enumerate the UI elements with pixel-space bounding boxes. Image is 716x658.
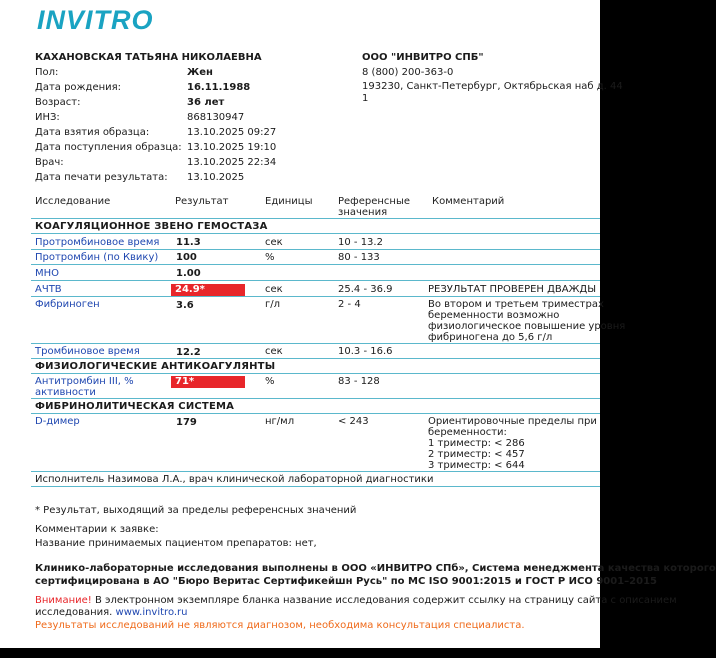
result-comment: Ориентировочные пределы при	[428, 416, 597, 427]
divider	[31, 358, 600, 359]
column-header-ref: Референсные	[338, 196, 411, 207]
units: сек	[265, 284, 283, 295]
result-comment: беременности возможно	[428, 310, 560, 321]
field-value: 868130947	[187, 112, 245, 123]
divider	[31, 471, 600, 472]
divider	[31, 373, 600, 374]
lab-phone: 8 (800) 200-363-0	[362, 67, 454, 78]
comments-text: Название принимаемых пациентом препаратов: нет,	[35, 538, 317, 549]
result-value: 12.2	[176, 347, 201, 358]
result-comment: 2 триместр: < 457	[428, 449, 525, 460]
units: %	[265, 376, 275, 387]
column-header-test: Исследование	[35, 196, 111, 207]
divider	[31, 249, 600, 250]
field-value: 16.11.1988	[187, 82, 251, 93]
invitro-link[interactable]: www.invitro.ru	[115, 607, 188, 618]
lab-name: ООО "ИНВИТРО СПБ"	[362, 52, 484, 63]
warning-label: Внимание!	[35, 595, 92, 606]
units: г/л	[265, 299, 281, 310]
patient-name: КАХАНОВСКАЯ ТАТЬЯНА НИКОЛАЕВНА	[35, 52, 262, 63]
field-label: Возраст:	[35, 97, 81, 108]
result-comment: беременности:	[428, 427, 507, 438]
result-value: 1.00	[176, 268, 201, 279]
result-value: 3.6	[176, 300, 194, 311]
disclaimer: Результаты исследований не являются диагнозом, необходима консультация специалиста.	[35, 620, 525, 631]
reference-range: 2 - 4	[338, 299, 361, 310]
result-comment: 3 триместр: < 644	[428, 460, 525, 471]
divider	[31, 486, 600, 487]
field-label: Врач:	[35, 157, 64, 168]
field-label: Дата взятия образца:	[35, 127, 150, 138]
column-header-ref-cont: значения	[338, 207, 388, 218]
reference-range: 10 - 13.2	[338, 237, 383, 248]
divider	[31, 264, 600, 265]
column-header-units: Единицы	[265, 196, 313, 207]
result-comment: фибриногена до 5,6 г/л	[428, 332, 553, 343]
result-value: 11.3	[176, 237, 201, 248]
test-name-link[interactable]: АЧТВ	[35, 284, 62, 295]
field-value: 13.10.2025 09:27	[187, 127, 277, 138]
column-header-result: Результат	[175, 196, 229, 207]
field-value: 13.10.2025 19:10	[187, 142, 277, 153]
reference-range: 83 - 128	[338, 376, 380, 387]
test-name-link[interactable]: Фибриноген	[35, 299, 100, 310]
test-name-link[interactable]: МНО	[35, 268, 60, 279]
field-label: ИНЗ:	[35, 112, 60, 123]
reference-range: 25.4 - 36.9	[338, 284, 393, 295]
result-value: 100	[176, 252, 197, 263]
field-label: Дата поступления образца:	[35, 142, 182, 153]
section-fibrinolytic: ФИБРИНОЛИТИЧЕСКАЯ СИСТЕМА	[35, 401, 235, 412]
warning-text: В электронном экземпляре бланка название исследования содержит ссылку на страницу сайта с описанием	[91, 595, 677, 606]
units: сек	[265, 237, 283, 248]
field-value: 13.10.2025	[187, 172, 245, 183]
test-name-link[interactable]: D-димер	[35, 416, 80, 427]
result-comment: РЕЗУЛЬТАТ ПРОВЕРЕН ДВАЖДЫ	[428, 284, 597, 295]
divider	[31, 398, 600, 399]
divider	[31, 296, 600, 297]
warning-prefix: исследования.	[35, 607, 116, 618]
warning-cont	[35, 607, 188, 619]
certification: Клинико-лабораторные исследования выполнены в ООО «ИНВИТРО СПб», Система менеджмента качества которого	[35, 563, 716, 574]
test-name-link-cont[interactable]: активности	[35, 387, 96, 398]
certification-cont: сертифицирована в АО "Бюро Веритас Сертификейшн Русь" по МС ISO 9001:2015 и ГОСТ Р ИСО 9001–2015	[35, 576, 658, 587]
divider	[31, 233, 600, 234]
divider	[31, 413, 600, 414]
test-name-link[interactable]: Протромбиновое время	[35, 237, 160, 248]
field-label: Пол:	[35, 67, 59, 78]
test-name-link[interactable]: Тромбиновое время	[35, 346, 140, 357]
result-comment: 1 триместр: < 286	[428, 438, 525, 449]
divider	[31, 343, 600, 344]
reference-range: 80 - 133	[338, 252, 380, 263]
reference-range: < 243	[338, 416, 369, 427]
section-coagulation: КОАГУЛЯЦИОННОЕ ЗВЕНО ГЕМОСТАЗА	[35, 221, 268, 232]
field-value: 13.10.2025 22:34	[187, 157, 277, 168]
performer: Исполнитель Назимова Л.А., врач клинической лабораторной диагностики	[35, 474, 434, 485]
footnote: * Результат, выходящий за пределы референсных значений	[35, 505, 357, 516]
divider	[31, 280, 600, 281]
abnormal-result-flag: 24.9*	[171, 284, 245, 296]
result-value: 179	[176, 417, 197, 428]
test-name-link[interactable]: Протромбин (по Квику)	[35, 252, 159, 263]
invitro-logo: INVITRO	[37, 5, 154, 35]
field-label: Дата печати результата:	[35, 172, 168, 183]
field-value: Жен	[187, 67, 213, 78]
units: %	[265, 252, 275, 263]
divider	[31, 218, 600, 219]
lab-address: 193230, Санкт-Петербург, Октябрьская наб д. 44	[362, 81, 623, 92]
test-name-link[interactable]: Антитромбин III, %	[35, 376, 134, 387]
units: сек	[265, 346, 283, 357]
column-header-comment: Комментарий	[432, 196, 505, 207]
abnormal-result-flag: 71*	[171, 376, 245, 388]
field-label: Дата рождения:	[35, 82, 122, 93]
field-value: 36 лет	[187, 97, 225, 108]
reference-range: 10.3 - 16.6	[338, 346, 393, 357]
section-anticoagulants: ФИЗИОЛОГИЧЕСКИЕ АНТИКОАГУЛЯНТЫ	[35, 361, 276, 372]
comments-title: Комментарии к заявке:	[35, 524, 159, 535]
result-comment: физиологическое повышение уровня	[428, 321, 626, 332]
lab-address-cont: 1	[362, 93, 369, 104]
warning	[35, 595, 677, 607]
result-comment: Во втором и третьем триместрах	[428, 299, 604, 310]
units: нг/мл	[265, 416, 295, 427]
